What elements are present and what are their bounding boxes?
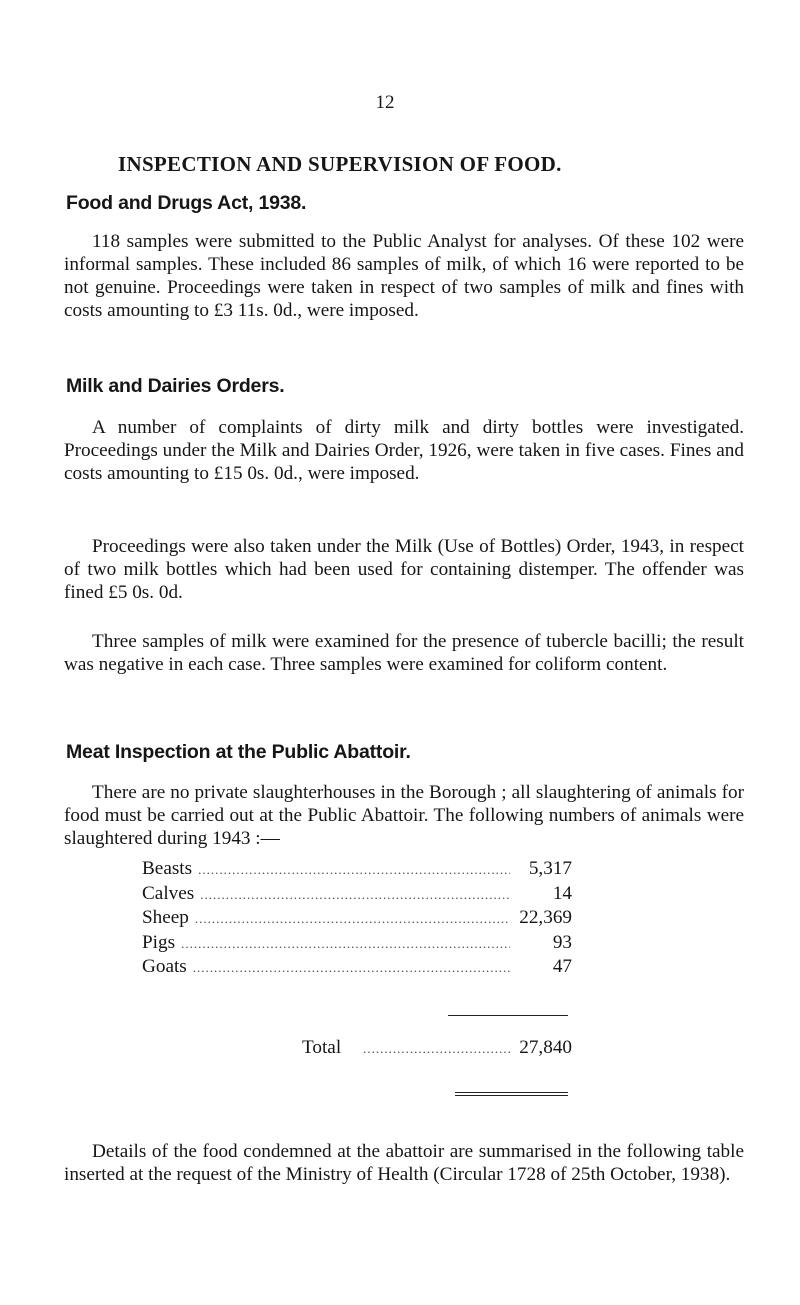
total-row: [302, 1037, 572, 1059]
total-label: Total: [302, 1037, 342, 1058]
tally-row: [142, 858, 572, 883]
dot-leader: [363, 1041, 510, 1057]
meat-inspection-heading: Meat Inspection at the Public Abattoir.: [66, 741, 411, 763]
tally-value-goats: 47: [552, 956, 572, 977]
tally-label-beasts: Beasts: [142, 858, 193, 879]
dot-leader: [200, 887, 510, 903]
tally-label-pigs: Pigs: [142, 931, 176, 953]
total-rule: [448, 1015, 568, 1016]
slaughter-tally: [142, 858, 572, 981]
tally-value-sheep: 22,369: [519, 907, 572, 928]
milk-dairies-paragraph-2: Proceedings were also taken under the Milk (Use of Bottles) Order, 1943, in respect of two milk bottles which had been used for containing distemper. The offender was fined £5 0s. 0d.: [64, 536, 744, 603]
page-number: 12: [375, 92, 395, 113]
dot-leader: [193, 960, 510, 976]
meat-inspection-paragraph: There are no private slaughterhouses in the Borough ; all slaughtering of animals for food must be carried out at the Public Abattoir. The following numbers of animals were slaughtered during 1943 :—: [64, 782, 744, 849]
page-title: INSPECTION AND SUPERVISION OF FOOD.: [118, 152, 562, 176]
tally-value-pigs: 93: [552, 931, 572, 953]
tally-label-sheep: Sheep: [142, 907, 189, 928]
tally-row: [142, 883, 572, 908]
tally-row: [142, 907, 572, 932]
tally-row: [142, 956, 572, 981]
total-value: 27,840: [519, 1037, 572, 1058]
milk-dairies-heading: Milk and Dairies Orders.: [66, 375, 285, 397]
tally-row: [142, 932, 572, 957]
tally-label-goats: Goats: [142, 956, 187, 977]
closing-paragraph: Details of the food condemned at the abattoir are summarised in the following table inserted at the request of the Ministry of Health (Circular 1728 of 25th October, 1938).: [64, 1141, 744, 1185]
food-drugs-paragraph: 118 samples were submitted to the Public Analyst for analyses. Of these 102 were informal samples. These included 86 samples of milk, of which 16 were reported to be not genuine. Proceedings were taken in respect of two samples of milk and fines with costs amounting to £3 11s. 0d., were imposed.: [64, 231, 744, 321]
tally-value-beasts: 5,317: [528, 858, 572, 879]
milk-dairies-paragraph-1: A number of complaints of dirty milk and dirty bottles were investigated. Proceedings under the Milk and Dairies Order, 1926, were taken in five cases. Fines and costs amounting to £15 0s. 0d., were imposed.: [64, 417, 744, 484]
milk-dairies-paragraph-3: Three samples of milk were examined for the presence of tubercle bacilli; the result was negative in each case. Three samples were examined for coliform content.: [64, 631, 744, 675]
dot-leader: [181, 936, 510, 952]
tally-value-calves: 14: [552, 882, 572, 904]
dot-leader: [195, 911, 510, 927]
double-rule: [455, 1092, 568, 1096]
tally-label-calves: Calves: [142, 882, 195, 904]
dot-leader: [198, 862, 510, 878]
food-drugs-heading: Food and Drugs Act, 1938.: [66, 192, 307, 214]
